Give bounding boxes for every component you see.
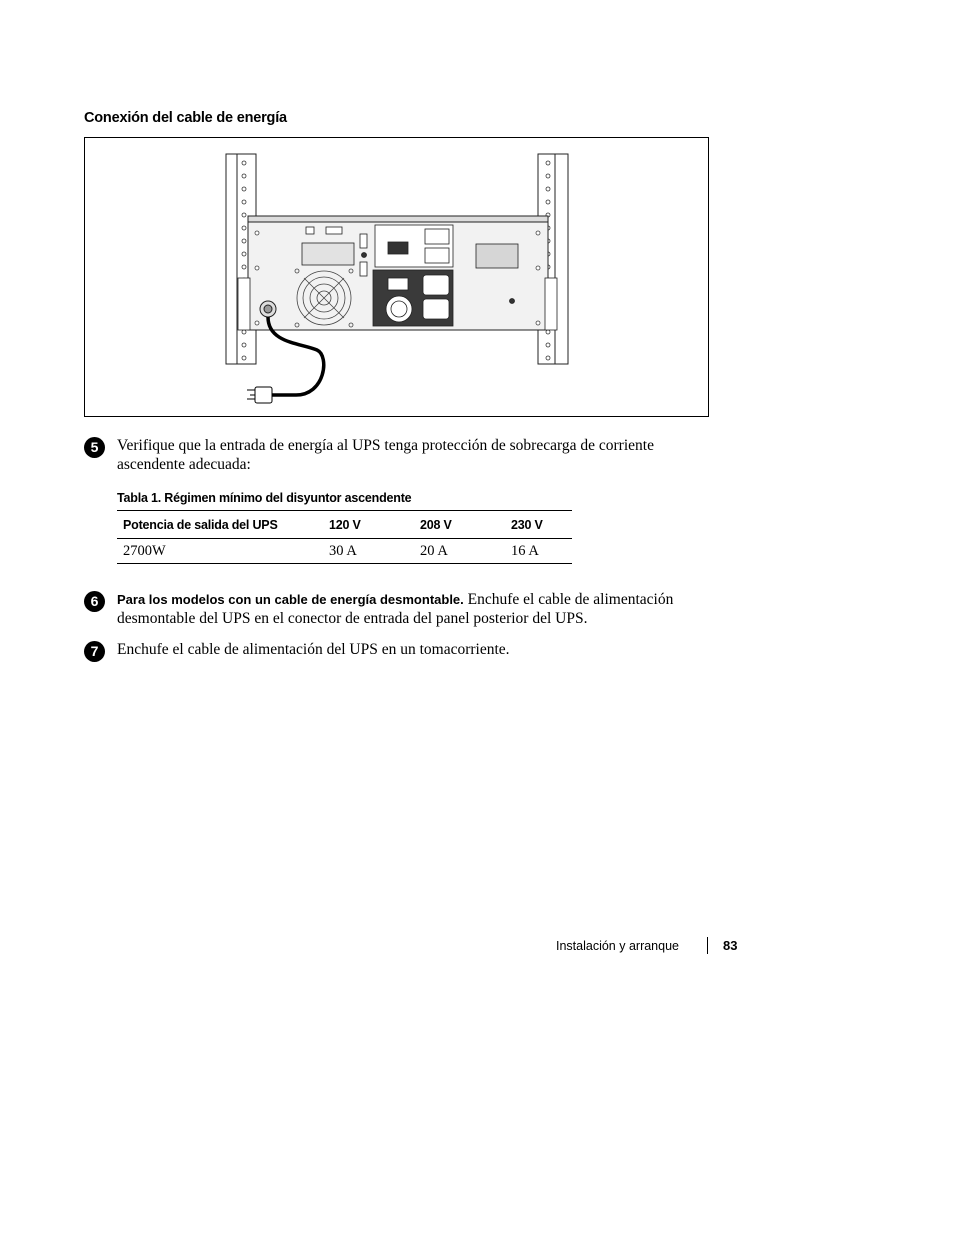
input-connector [260, 301, 276, 317]
step-number-badge: 5 [84, 437, 105, 458]
column-header-208v: 208 V [414, 511, 505, 539]
table-cell: 16 A [505, 539, 572, 564]
table-caption: Tabla 1. Régimen mínimo del disyuntor ascendente [117, 491, 412, 505]
table-header-row [117, 511, 572, 539]
breaker-rating-table [117, 510, 572, 564]
ups-rack-illustration [85, 138, 708, 416]
table-cell: 30 A [323, 539, 414, 564]
table-row [117, 539, 572, 564]
step-text [117, 591, 707, 628]
footer-separator [707, 937, 708, 954]
ups-rear-panel-figure [84, 137, 709, 417]
step-text: Verifique que la entrada de energía al UPS tenga protección de sobrecarga de corriente ascendente adecuada: [117, 437, 654, 473]
lower-outlet-group [373, 270, 453, 326]
table-cell: 20 A [414, 539, 505, 564]
step-number-badge: 6 [84, 591, 105, 612]
step-number-badge: 7 [84, 641, 105, 662]
column-header-120v: 120 V [323, 511, 414, 539]
upper-outlet-group [375, 225, 453, 267]
power-plug [247, 387, 272, 403]
column-header-230v: 230 V [505, 511, 572, 539]
step-text: Enchufe el cable de alimentación del UPS en un tomacorriente. [117, 641, 510, 658]
step-body: Enchufe el cable de alimentación desmontable del UPS en el conector de entrada del panel posterior del UPS. [117, 591, 674, 627]
column-header-output-power: Potencia de salida del UPS [117, 511, 323, 539]
step-bold-lead: Para los modelos con un cable de energía desmontable. [117, 592, 464, 607]
section-title: Conexión del cable de energía [84, 110, 287, 126]
page-number: 83 [723, 938, 738, 953]
footer-section-name: Instalación y arranque [556, 939, 679, 953]
table-cell: 2700W [117, 539, 323, 564]
